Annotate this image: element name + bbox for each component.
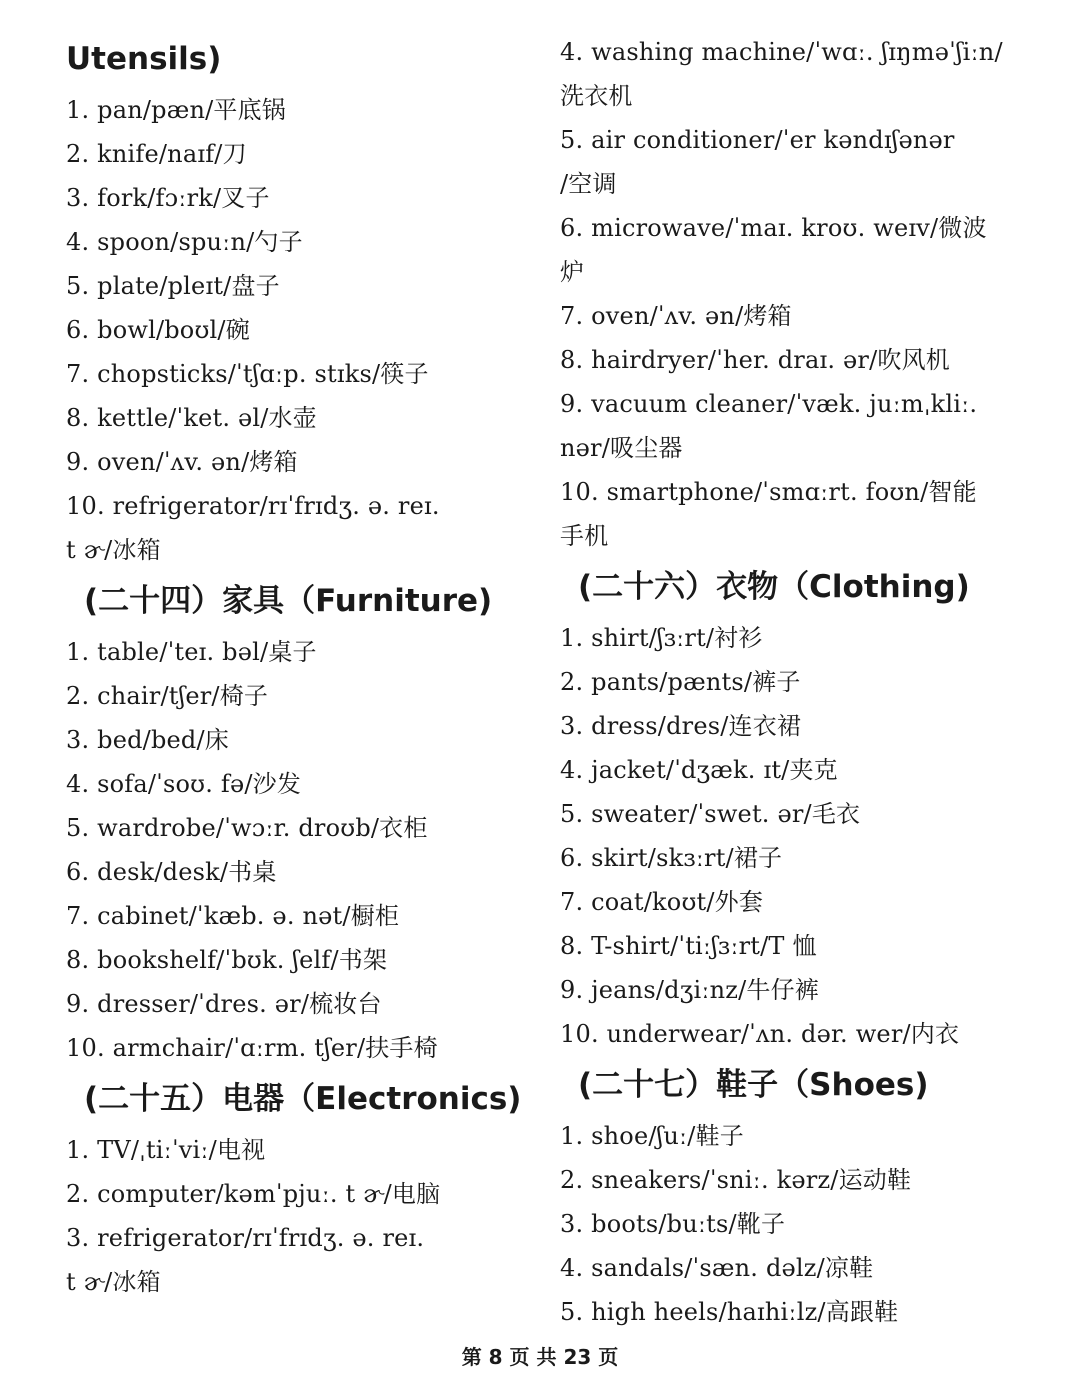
vocab-line: 9. vacuum cleaner/ˈvæk. juːmˌkliː. — [560, 390, 978, 418]
vocab-line: 6. desk/desk/书桌 — [66, 858, 277, 886]
vocab-line: 9. jeans/dʒiːnz/牛仔裤 — [560, 976, 819, 1004]
page-footer: 第 8 页 共 23 页 — [461, 1345, 619, 1369]
section-heading: (二十五）电器（Electronics) — [84, 1081, 522, 1117]
vocab-line: 5. plate/pleɪt/盘子 — [66, 272, 280, 300]
vocab-line: 10. underwear/ˈʌn. dər. wer/内衣 — [560, 1020, 960, 1048]
vocab-line: 1. TV/ˌtiːˈviː/电视 — [66, 1136, 266, 1164]
vocab-line: 1. shoe/ʃuː/鞋子 — [560, 1122, 744, 1150]
vocab-line: 8. hairdryer/ˈher. draɪ. ər/吹风机 — [560, 346, 950, 374]
vocab-line: 3. bed/bed/床 — [66, 726, 229, 754]
vocab-line: 9. oven/ˈʌv. ən/烤箱 — [66, 448, 298, 476]
vocab-line: 2. computer/kəmˈpjuː. t ɚ/电脑 — [66, 1180, 441, 1208]
vocab-line: 3. dress/dres/连衣裙 — [560, 712, 802, 740]
vocab-line: 4. washing machine/ˈwɑː. ʃɪŋməˈʃiːn/ — [560, 38, 1003, 66]
vocab-line: 4. sofa/ˈsoʊ. fə/沙发 — [66, 770, 302, 798]
left-column — [66, 30, 536, 1304]
vocab-line: 手机 — [560, 522, 609, 550]
vocab-line: 6. bowl/boʊl/碗 — [66, 316, 250, 344]
vocab-line: 10. refrigerator/rɪˈfrɪdʒ. ə. reɪ. — [66, 492, 440, 520]
vocab-line: 7. oven/ˈʌv. ən/烤箱 — [560, 302, 792, 330]
vocab-line: 6. microwave/ˈmaɪ. kroʊ. weɪv/微波 — [560, 214, 987, 242]
vocab-line: 4. sandals/ˈsæn. dəlz/凉鞋 — [560, 1254, 874, 1282]
section-heading: (二十四）家具（Furniture) — [84, 583, 493, 619]
vocab-line: 6. skirt/skɜːrt/裙子 — [560, 844, 783, 872]
vocab-line: 8. T-shirt/ˈtiːʃɜːrt/T 恤 — [560, 932, 817, 960]
vocab-line: 7. chopsticks/ˈtʃɑːp. stɪks/筷子 — [66, 360, 429, 388]
vocab-line: 3. refrigerator/rɪˈfrɪdʒ. ə. reɪ. — [66, 1224, 425, 1252]
vocab-line: 3. fork/fɔːrk/叉子 — [66, 184, 270, 212]
vocab-line: 10. armchair/ˈɑːrm. tʃer/扶手椅 — [66, 1034, 438, 1062]
vocab-line: 2. sneakers/ˈsniː. kərz/运动鞋 — [560, 1166, 912, 1194]
vocab-line: 5. high heels/haɪhiːlz/高跟鞋 — [560, 1298, 899, 1326]
vocab-line: 9. dresser/ˈdres. ər/梳妆台 — [66, 990, 382, 1018]
vocab-line: 洗衣机 — [560, 82, 633, 110]
vocab-line: 2. knife/naɪf/刀 — [66, 140, 247, 168]
vocab-line: 2. chair/tʃer/椅子 — [66, 682, 269, 710]
vocab-line: 2. pants/pænts/裤子 — [560, 668, 801, 696]
vocab-line: 4. jacket/ˈdʒæk. ɪt/夹克 — [560, 756, 838, 784]
vocab-line: 5. sweater/ˈswet. ər/毛衣 — [560, 800, 861, 828]
vocab-line: /空调 — [560, 170, 617, 198]
vocab-line: 10. smartphone/ˈsmɑːrt. foʊn/智能 — [560, 478, 977, 506]
vocab-line: 炉 — [560, 258, 585, 286]
vocab-line: 5. wardrobe/ˈwɔːr. droʊb/衣柜 — [66, 814, 428, 842]
vocab-line: 1. table/ˈteɪ. bəl/桌子 — [66, 638, 317, 666]
vocab-line: nər/吸尘器 — [560, 434, 683, 462]
vocab-line: 1. pan/pæn/平底锅 — [66, 96, 287, 124]
vocab-line: 4. spoon/spuːn/勺子 — [66, 228, 303, 256]
vocab-line: t ɚ/冰箱 — [66, 536, 161, 564]
vocab-line: 8. bookshelf/ˈbʊk. ʃelf/书架 — [66, 946, 388, 974]
vocab-line: 5. air conditioner/ˈer kəndɪʃənər — [560, 126, 955, 154]
vocab-line: 7. coat/koʊt/外套 — [560, 888, 764, 916]
section-heading: (二十七）鞋子（Shoes) — [578, 1067, 929, 1103]
vocab-line: 7. cabinet/ˈkæb. ə. nət/橱柜 — [66, 902, 400, 930]
right-column — [560, 30, 1060, 1334]
vocab-line: 3. boots/buːts/靴子 — [560, 1210, 786, 1238]
section-heading: Utensils) — [66, 41, 222, 77]
vocab-line: 8. kettle/ˈket. əl/水壶 — [66, 404, 317, 432]
section-heading: (二十六）衣物（Clothing) — [578, 569, 970, 605]
vocab-line: 1. shirt/ʃɜːrt/衬衫 — [560, 624, 763, 652]
vocab-line: t ɚ/冰箱 — [66, 1268, 161, 1296]
